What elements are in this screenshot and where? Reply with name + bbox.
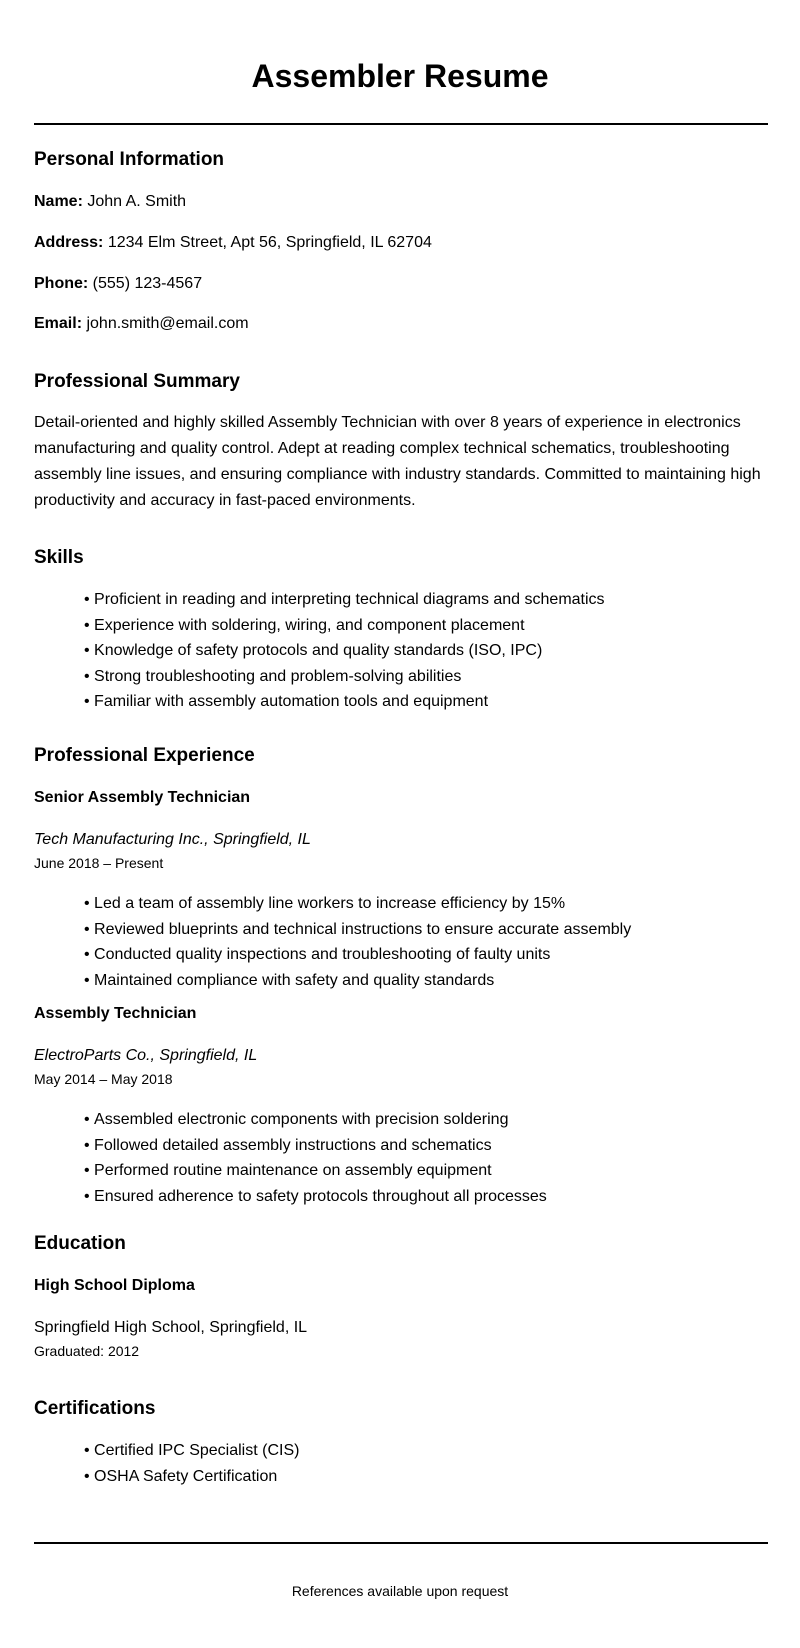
- name-line: [34, 192, 186, 212]
- skill-item: • Strong troubleshooting and problem-solving abilities: [84, 664, 605, 690]
- page-title: Assembler Resume: [251, 58, 549, 94]
- education-graduated: Graduated: 2012: [34, 1343, 140, 1359]
- phone-label: Phone:: [34, 275, 89, 292]
- phone-line: [34, 274, 202, 294]
- skill-item: • Familiar with assembly automation tools and equipment: [84, 689, 605, 715]
- education-heading: Education: [34, 1233, 126, 1254]
- job-bullet: • Maintained compliance with safety and quality standards: [84, 968, 631, 994]
- job-bullet: • Led a team of assembly line workers to increase efficiency by 15%: [84, 891, 631, 917]
- address-label: Address:: [34, 234, 104, 251]
- job-bullets: [84, 1107, 547, 1209]
- skill-item: • Knowledge of safety protocols and quality standards (ISO, IPC): [84, 638, 605, 664]
- certification-item: • Certified IPC Specialist (CIS): [84, 1438, 299, 1464]
- address-value: 1234 Elm Street, Apt 56, Springfield, IL 62704: [107, 234, 432, 251]
- job-bullet: • Reviewed blueprints and technical instructions to ensure accurate assembly: [84, 917, 631, 943]
- address-line: [34, 233, 432, 253]
- certifications-list: [84, 1438, 299, 1489]
- job-company: ElectroParts Co., Springfield, IL: [34, 1047, 258, 1064]
- certification-item: • OSHA Safety Certification: [84, 1464, 299, 1490]
- job-bullet: • Ensured adherence to safety protocols throughout all processes: [84, 1184, 547, 1210]
- skills-list: [84, 587, 605, 715]
- job-bullet: • Assembled electronic components with precision soldering: [84, 1107, 547, 1133]
- personal-info-heading: Personal Information: [34, 149, 225, 170]
- name-value: John A. Smith: [87, 193, 187, 210]
- email-value: john.smith@email.com: [86, 315, 249, 332]
- job-bullet: • Performed routine maintenance on assembly equipment: [84, 1158, 547, 1184]
- education-degree: High School Diploma: [34, 1277, 195, 1294]
- summary-text: Detail-oriented and highly skilled Assembly Technician with over 8 years of experience in electronics manufacturing and quality control. Adept at reading complex technical schematics, troubleshooting assembly line issues, and ensuring compliance with industry standards. Committed to maintaining high productivity and accuracy in fast-paced environments.: [34, 414, 761, 509]
- job-dates: June 2018 – Present: [34, 855, 164, 871]
- education-school: Springfield High School, Springfield, IL: [34, 1319, 308, 1336]
- skill-item: • Proficient in reading and interpreting technical diagrams and schematics: [84, 587, 605, 613]
- email-label: Email:: [34, 315, 83, 332]
- job-title: Assembly Technician: [34, 1005, 197, 1022]
- phone-value: (555) 123-4567: [92, 275, 203, 292]
- footer-note: References available upon request: [291, 1583, 509, 1599]
- certifications-heading: Certifications: [34, 1398, 156, 1419]
- job-dates: May 2014 – May 2018: [34, 1071, 173, 1087]
- email-line: [34, 314, 249, 334]
- job-bullet: • Followed detailed assembly instructions and schematics: [84, 1133, 547, 1159]
- job-bullets: [84, 891, 631, 993]
- summary-heading: Professional Summary: [34, 371, 240, 392]
- name-label: Name:: [34, 193, 83, 210]
- job-bullet: • Conducted quality inspections and troubleshooting of faulty units: [84, 942, 631, 968]
- footer-divider: [34, 1542, 768, 1544]
- header-divider: [34, 123, 768, 125]
- job-company: Tech Manufacturing Inc., Springfield, IL: [34, 831, 311, 848]
- skill-item: • Experience with soldering, wiring, and component placement: [84, 613, 605, 639]
- skills-heading: Skills: [34, 547, 84, 568]
- experience-heading: Professional Experience: [34, 745, 255, 766]
- job-title: Senior Assembly Technician: [34, 789, 251, 806]
